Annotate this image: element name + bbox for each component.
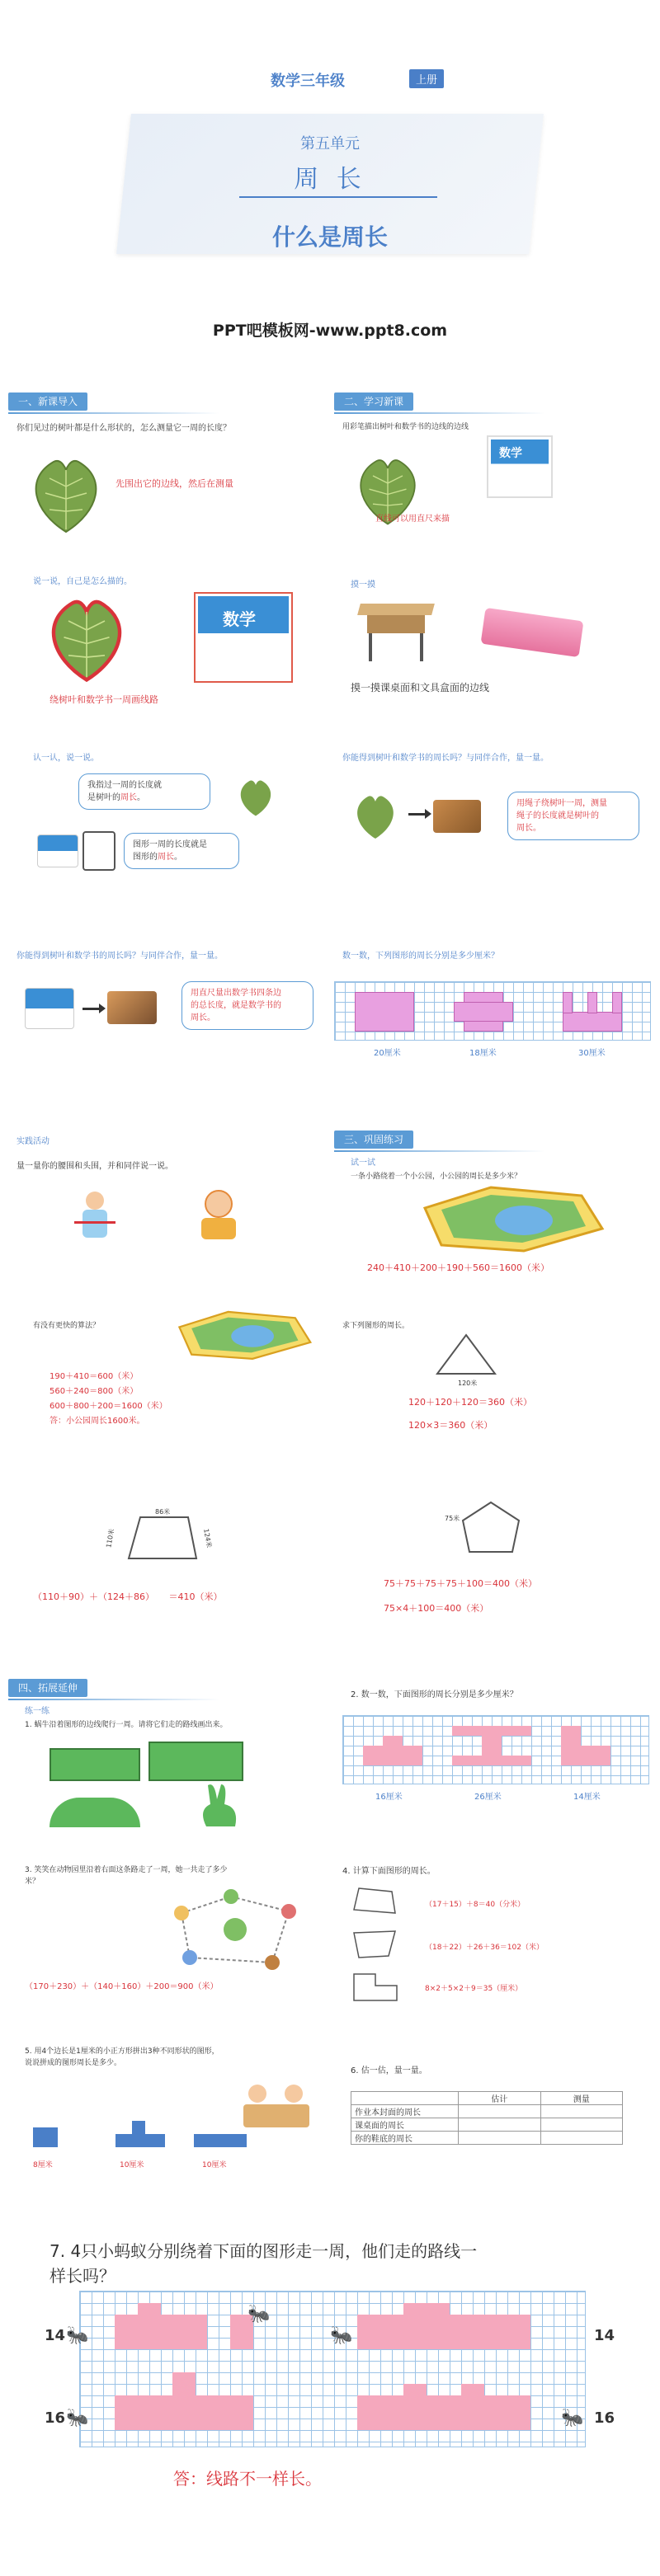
estimate-table xyxy=(351,2091,623,2145)
pentagon-shape xyxy=(458,1499,524,1557)
top-side-label: 86米 xyxy=(155,1508,171,1516)
bubble-text: 图形的 xyxy=(133,853,158,862)
speech-bubble-leaf xyxy=(78,773,210,810)
perimeter-label: 16厘米 xyxy=(375,1793,403,1802)
h-shape xyxy=(452,1726,531,1736)
answer-text: （110＋90）＋（124＋86） ＝410（米） xyxy=(33,1591,223,1602)
question-text: 6. 估一估，量一量。 xyxy=(351,2066,427,2075)
ant-icon: 🐜 xyxy=(330,2325,353,2346)
slide-heading: 摸一摸 xyxy=(351,581,375,590)
arrow-head-icon xyxy=(99,1004,106,1013)
answer-text: 240＋410＋200＋190＋560＝1600（米） xyxy=(367,1262,549,1273)
bubble-text: 周长。 xyxy=(516,824,541,833)
table-cell[interactable] xyxy=(459,2105,541,2118)
calc-line: 120×3＝360（米） xyxy=(408,1420,493,1431)
table-cell[interactable] xyxy=(459,2132,541,2145)
speech-bubble-shape xyxy=(124,833,239,869)
ant-shape-1 xyxy=(115,2315,207,2349)
shape-rectangle xyxy=(355,992,414,1032)
desk-image xyxy=(359,604,433,661)
question-text: 说说拼成的图形周长是多少。 xyxy=(25,2059,122,2067)
stair-shape-top xyxy=(383,1736,403,1746)
calc-line: 600＋800＋200＝1600（米） xyxy=(50,1402,167,1411)
slide-heading: 说一说，自己是怎么描的。 xyxy=(33,577,132,586)
slide-new-lesson xyxy=(334,388,652,552)
bubble-text: 图形一周的长度就是 xyxy=(133,840,207,849)
subject-label: 数学三年级 xyxy=(271,73,345,90)
trapezoid-shape xyxy=(124,1512,206,1565)
bubble-keyword: 周长 xyxy=(158,853,174,862)
table-header: 估计 xyxy=(459,2092,541,2105)
slide-recognize xyxy=(8,742,322,899)
side-label: 120米 xyxy=(458,1380,478,1387)
slide-ants xyxy=(33,2226,627,2507)
pencil-box-image xyxy=(481,608,584,657)
slide-describe xyxy=(8,569,322,726)
zoo-path-image xyxy=(165,1888,305,1971)
slide-faster-method xyxy=(8,1303,322,1460)
answer-text: 摸一摸课桌面和文具盒面的边线 xyxy=(351,682,490,693)
stair-shape xyxy=(363,1746,422,1765)
question-text: 用彩笔描出树叶和数学书的边线的边线 xyxy=(342,423,469,431)
slide-heading: 你能得到树叶和数学书的周长吗？与同伴合作，量一量。 xyxy=(16,952,223,961)
perimeter-label: 18厘米 xyxy=(469,1049,497,1058)
table-row-label: 作业本封面的周长 xyxy=(351,2105,459,2118)
calc-line: （17＋15）＋8＝40（分米） xyxy=(425,1901,526,1909)
page-subtitle: 什么是周长 xyxy=(271,223,388,251)
sub-heading: 试一试 xyxy=(351,1159,375,1168)
table-cell[interactable] xyxy=(540,2105,623,2118)
l-shape xyxy=(351,1971,400,2004)
bubble-text: 是树叶的 xyxy=(87,793,120,802)
ruler-measure-image xyxy=(107,991,157,1024)
square-figure-2 xyxy=(116,2134,165,2147)
child-waist-image xyxy=(74,1192,116,1241)
table-header: 测量 xyxy=(540,2092,623,2105)
child-head-image xyxy=(198,1190,239,1241)
step-shape xyxy=(561,1746,610,1765)
ant-label-14-left: 14 xyxy=(45,2327,66,2344)
ant-shape-3-bump xyxy=(172,2372,196,2395)
h-shape-base xyxy=(452,1756,531,1765)
h-shape-mid xyxy=(482,1736,502,1756)
shape-comb-tooth xyxy=(563,992,573,1013)
volume-badge: 上册 xyxy=(409,69,444,88)
question-text: 样长吗？ xyxy=(50,2266,116,2286)
table-header xyxy=(351,2092,459,2105)
green-shape-3 xyxy=(50,1798,140,1827)
right-side-label: 124米 xyxy=(202,1528,214,1549)
unit-label: 第五单元 xyxy=(300,135,360,153)
slide-count-perimeter xyxy=(334,940,652,1097)
perimeter-label: 30厘米 xyxy=(578,1049,606,1058)
slide-heading: 数一数，下列图形的周长分别是多少厘米？ xyxy=(342,952,499,961)
question-text: 求下列图形的周长。 xyxy=(342,1322,410,1330)
speech-bubble xyxy=(507,792,639,840)
table-row-label: 课桌面的周长 xyxy=(351,2118,459,2132)
ant-icon: 🐜 xyxy=(66,2408,89,2428)
question-text: 米？ xyxy=(25,1878,40,1886)
ant-shape-4-bump xyxy=(403,2384,427,2395)
shape-comb-tooth xyxy=(612,992,622,1013)
leaf-outlined-image xyxy=(41,594,132,684)
math-book-image xyxy=(487,435,553,498)
ant-label-16-right: 16 xyxy=(594,2409,615,2427)
calc-line: 560＋240＝800（米） xyxy=(50,1387,139,1396)
table-cell[interactable] xyxy=(540,2118,623,2132)
section-tag: 三、巩固练习 xyxy=(334,1131,413,1149)
leaf-image xyxy=(25,454,107,536)
slide-consolidate xyxy=(334,1126,652,1282)
park-map-image xyxy=(173,1308,314,1362)
slide-measure-book xyxy=(8,940,322,1097)
math-book-outlined-image xyxy=(194,592,293,683)
square-figure-3 xyxy=(194,2134,247,2147)
slide-touch xyxy=(334,569,652,726)
perimeter-label: 14厘米 xyxy=(573,1793,601,1802)
answer-text: 绕树叶和数学书一周画线路 xyxy=(50,694,158,705)
question-text: 1. 蜗牛沿着图形的边线爬行一周。请将它们走的路线画出来。 xyxy=(25,1721,228,1729)
slide-extension xyxy=(8,1674,322,1831)
green-shape-1 xyxy=(50,1748,140,1781)
page-title: 周 长 xyxy=(294,165,366,194)
ant-shape-1-bump xyxy=(138,2303,161,2315)
calc-line: 8×2＋5×2＋9＝35（厘米） xyxy=(425,1985,523,1993)
book-title: 数学 xyxy=(499,447,522,460)
quad-shape xyxy=(351,1885,400,1918)
table-cell[interactable] xyxy=(540,2132,623,2145)
leaf-image xyxy=(351,792,400,841)
perimeter-label: 10厘米 xyxy=(202,2161,227,2169)
perimeter-label: 20厘米 xyxy=(374,1049,401,1058)
slide-practice xyxy=(8,1126,322,1282)
leaf-image xyxy=(235,777,276,818)
ant-label-16-left: 16 xyxy=(45,2409,66,2427)
park-map-image xyxy=(417,1183,606,1254)
table-row-label: 你的鞋底的周长 xyxy=(351,2132,459,2145)
book-pencil-image xyxy=(37,834,78,867)
slide-pentagon xyxy=(334,1484,652,1633)
calc-line: 120＋120＋120＝360（米） xyxy=(408,1397,532,1408)
bubble-text: 用直尺量出数学书四条边 xyxy=(191,989,281,998)
slide-measure-leaf xyxy=(334,742,652,899)
triangle-shape xyxy=(433,1331,499,1380)
rabbit-shape xyxy=(190,1781,248,1831)
ant-shape-2-bump xyxy=(403,2303,450,2315)
slide-compute xyxy=(334,1855,652,2012)
shape-comb xyxy=(563,1012,622,1032)
slide-count-cm xyxy=(334,1674,652,1831)
bubble-text: 的总长度，就是数学书的 xyxy=(191,1001,281,1010)
grid-board xyxy=(342,1715,649,1784)
ant-shape-3 xyxy=(115,2395,253,2430)
speech-bubble xyxy=(182,981,314,1030)
left-side-label: 110米 xyxy=(105,1528,116,1549)
ant-icon: 🐜 xyxy=(561,2408,584,2428)
slide-intro xyxy=(8,388,322,552)
perimeter-label: 26厘米 xyxy=(474,1793,502,1802)
math-book-image xyxy=(25,988,74,1029)
title-divider xyxy=(239,196,437,198)
calc-line: 190＋410＝600（米） xyxy=(50,1372,139,1381)
slide-trapezoid xyxy=(8,1484,322,1633)
calc-line: 75×4＋100＝400（米） xyxy=(384,1603,489,1614)
slide-squares xyxy=(8,2037,322,2193)
calc-line: （18＋22）＋26＋36＝102（米） xyxy=(425,1944,544,1952)
perimeter-label: 8厘米 xyxy=(33,2161,53,2169)
question-text: 7. 4只小蚂蚁分别绕着下面的图形走一周，他们走的路线一 xyxy=(50,2241,478,2261)
book-title: 数学 xyxy=(223,609,256,629)
ant-label-14-right: 14 xyxy=(594,2327,615,2344)
slide-heading: 你能得到树叶和数学书的周长吗？与同伴合作，量一量。 xyxy=(342,754,549,763)
bubble-text: 我指过一周的长度就 xyxy=(87,781,162,790)
calc-line: 75＋75＋75＋75＋100＝400（米） xyxy=(384,1578,537,1589)
ant-shape-2 xyxy=(357,2315,530,2349)
section-tag: 二、学习新课 xyxy=(334,393,413,411)
sub-heading: 练一练 xyxy=(25,1707,50,1716)
square-figure-2-top xyxy=(132,2121,145,2134)
bubble-keyword: 周长 xyxy=(120,793,137,802)
green-shape-2 xyxy=(148,1742,243,1781)
question-text: 有没有更快的算法？ xyxy=(33,1322,101,1330)
ant-grid-board xyxy=(79,2291,586,2447)
question-text: 4. 计算下面图形的周长。 xyxy=(342,1867,436,1876)
answer-text: 先围出它的边线，然后在测量 xyxy=(116,478,233,489)
children-image xyxy=(243,2085,309,2134)
ant-shape-4 xyxy=(357,2395,530,2430)
shape-cross-arm xyxy=(454,1002,513,1022)
square-figure-1 xyxy=(33,2127,58,2147)
table-cell[interactable] xyxy=(459,2118,541,2132)
book-drawing-image xyxy=(82,831,116,871)
bubble-text: 。 xyxy=(137,793,145,802)
step-shape-top xyxy=(561,1726,581,1746)
slide-zoo xyxy=(8,1855,322,2012)
question-text: 2. 数一数，下面图形的周长分别是多少厘米？ xyxy=(351,1690,518,1699)
irregular-shape xyxy=(351,1928,400,1961)
bubble-text: 用绳子绕树叶一周，测量 xyxy=(516,799,607,808)
question-text: 你们见过的树叶都是什么形状的，怎么测量它一周的长度？ xyxy=(16,424,231,433)
ant-icon: 🐜 xyxy=(66,2325,89,2346)
string-measure-image xyxy=(433,800,481,833)
side-label: 75米 xyxy=(445,1515,460,1522)
ant-shape-4-bump xyxy=(461,2384,484,2395)
perimeter-label: 10厘米 xyxy=(120,2161,144,2169)
slide-triangle xyxy=(334,1303,652,1460)
question-text: 量一量你的腰围和头围，并和同伴说一说。 xyxy=(16,1162,173,1171)
slide-estimate xyxy=(334,2037,652,2193)
answer-text: 直线可以用直尺来描 xyxy=(375,515,450,524)
slide-heading: 实践活动 xyxy=(16,1137,50,1146)
grid-board xyxy=(334,981,651,1041)
slide-heading: 认一认，说一说。 xyxy=(33,754,99,763)
answer-text: （170＋230）＋（140＋160）＋200＝900（米） xyxy=(25,1982,219,1991)
title-banner xyxy=(0,0,660,272)
section-tag: 四、拓展延伸 xyxy=(8,1679,87,1697)
bubble-text: 绳子的长度就是树叶的 xyxy=(516,811,599,820)
question-text: 5. 用4个边长是1厘米的小正方形拼出3种不同形状的图形， xyxy=(25,2047,219,2056)
bubble-text: 。 xyxy=(174,853,182,862)
answer-text: 答：线路不一样长。 xyxy=(173,2469,322,2489)
bubble-text: 周长。 xyxy=(191,1013,215,1022)
question-text: 3. 笑笑在动物园里沿着右面这条路走了一周，她一共走了多少 xyxy=(25,1866,228,1874)
shape-comb-tooth xyxy=(587,992,597,1013)
section-tag: 一、新课导入 xyxy=(8,393,87,411)
answer-text: 答：小公园周长1600米。 xyxy=(50,1417,145,1426)
question-text: 一条小路绕着一个小公园，小公园的周长是多少米？ xyxy=(351,1173,522,1181)
ant-icon: 🐜 xyxy=(248,2304,271,2325)
arrow-head-icon xyxy=(425,809,431,819)
site-watermark: PPT吧模板网-www.ppt8.com xyxy=(212,322,448,340)
